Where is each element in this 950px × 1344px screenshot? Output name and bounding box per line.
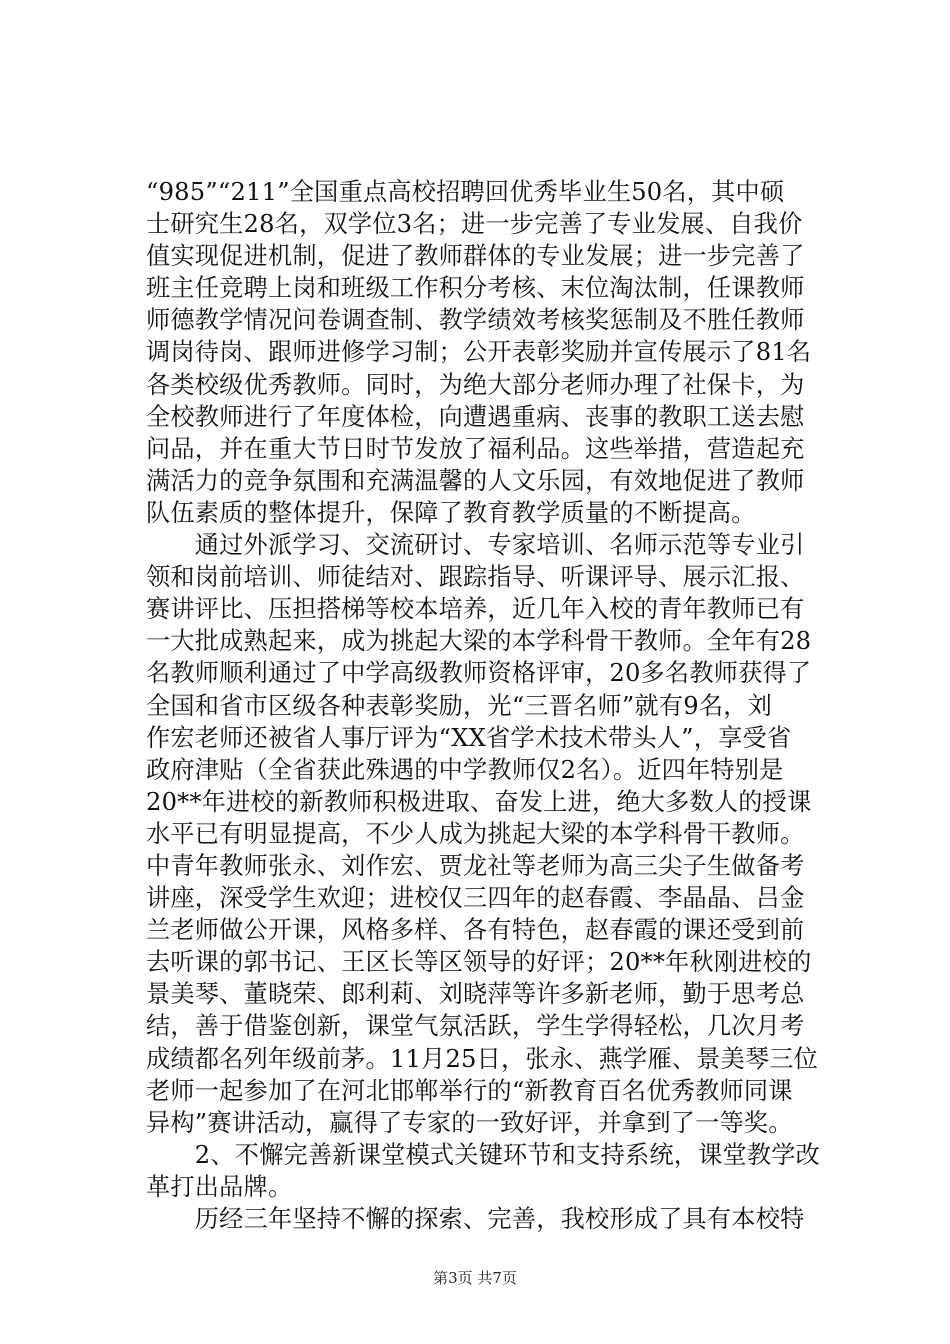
- text-line: 政府津贴（全省获此殊遇的中学教师仅2名）。近四年特别是: [146, 755, 784, 784]
- text-line: 去听课的郭书记、王区长等区领导的好评；20**年秋刚进校的: [146, 948, 812, 977]
- text-line: 中青年教师张永、刘作宏、贾龙社等老师为高三尖子生做备考: [146, 851, 805, 880]
- text-line: 景美琴、董晓荣、郎利莉、刘晓萍等许多新老师，勤于思考总: [146, 980, 805, 1009]
- text-line: 师德教学情况问卷调查制、教学绩效考核奖惩制及不胜任教师: [146, 306, 805, 335]
- text-line: 问品，并在重大节日时节发放了福利品。这些举措，营造起充: [146, 434, 805, 463]
- text-line: 2、不懈完善新课堂模式关键环节和支持系统，课堂教学改: [146, 1140, 821, 1169]
- page-number-footer: 第3页 共7页: [433, 1269, 517, 1287]
- text-line: 通过外派学习、交流研讨、专家培训、名师示范等专业引: [146, 531, 805, 560]
- text-line: 调岗待岗、跟师进修学习制；公开表彰奖励并宣传展示了81名: [146, 338, 812, 367]
- text-line: 作宏老师还被省人事厅评为“XX省学术技术带头人”，享受省: [146, 723, 792, 752]
- text-line: 名教师顺利通过了中学高级教师资格评审，20多名教师获得了: [146, 659, 812, 688]
- text-line: 兰老师做公开课，风格多样、各有特色，赵春霞的课还受到前: [146, 916, 805, 945]
- text-line: 全校教师进行了年度体检，向遭遇重病、丧事的教职工送去慰: [146, 402, 805, 431]
- text-line: 讲座，深受学生欢迎；进校仅三四年的赵春霞、李晶晶、吕金: [146, 884, 805, 913]
- text-line: 领和岗前培训、师徒结对、跟踪指导、听课评导、展示汇报、: [146, 563, 805, 592]
- text-line: 异构”赛讲活动，赢得了专家的一致好评，并拿到了一等奖。: [146, 1108, 793, 1137]
- text-line: 满活力的竞争氛围和充满温馨的人文乐园，有效地促进了教师: [146, 466, 805, 495]
- text-line: 班主任竞聘上岗和班级工作积分考核、末位淘汰制，任课教师: [146, 274, 805, 303]
- text-line: 赛讲评比、压担搭梯等校本培养，近几年入校的青年教师已有: [146, 595, 805, 624]
- text-line: 老师一起参加了在河北邯郸举行的“新教育百名优秀教师同课: [146, 1076, 793, 1105]
- text-line: “985”“211”全国重点高校招聘回优秀毕业生50名，其中硕: [146, 178, 785, 206]
- text-line: 成绩都名列年级前茅。11月25日，张永、燕学雁、景美琴三位: [146, 1044, 819, 1073]
- text-line: 结，善于借鉴创新，课堂气氛活跃，学生学得轻松，几次月考: [146, 1012, 805, 1041]
- text-line: 20**年进校的新教师积极进取、奋发上进，绝大多数人的授课: [146, 787, 812, 816]
- text-line: 水平已有明显提高，不少人成为挑起大梁的本学科骨干教师。: [146, 819, 805, 848]
- text-line: 值实现促进机制，促进了教师群体的专业发展；进一步完善了: [146, 242, 805, 271]
- text-line: 各类校级优秀教师。同时，为绝大部分老师办理了社保卡，为: [146, 370, 805, 399]
- text-line: 一大批成熟起来，成为挑起大梁的本学科骨干教师。全年有28: [146, 627, 812, 656]
- text-line: 历经三年坚持不懈的探索、完善，我校形成了具有本校特: [146, 1205, 805, 1233]
- text-line: 革打出品牌。: [146, 1172, 293, 1201]
- text-line: 队伍素质的整体提升，保障了教育教学质量的不断提高。: [146, 498, 756, 527]
- text-line: 全国和省市区级各种表彰奖励，光“三晋名师”就有9名，刘: [146, 691, 773, 720]
- text-line: 士研究生28名，双学位3名；进一步完善了专业发展、自我价: [146, 210, 803, 239]
- body-text: [146, 176, 840, 1235]
